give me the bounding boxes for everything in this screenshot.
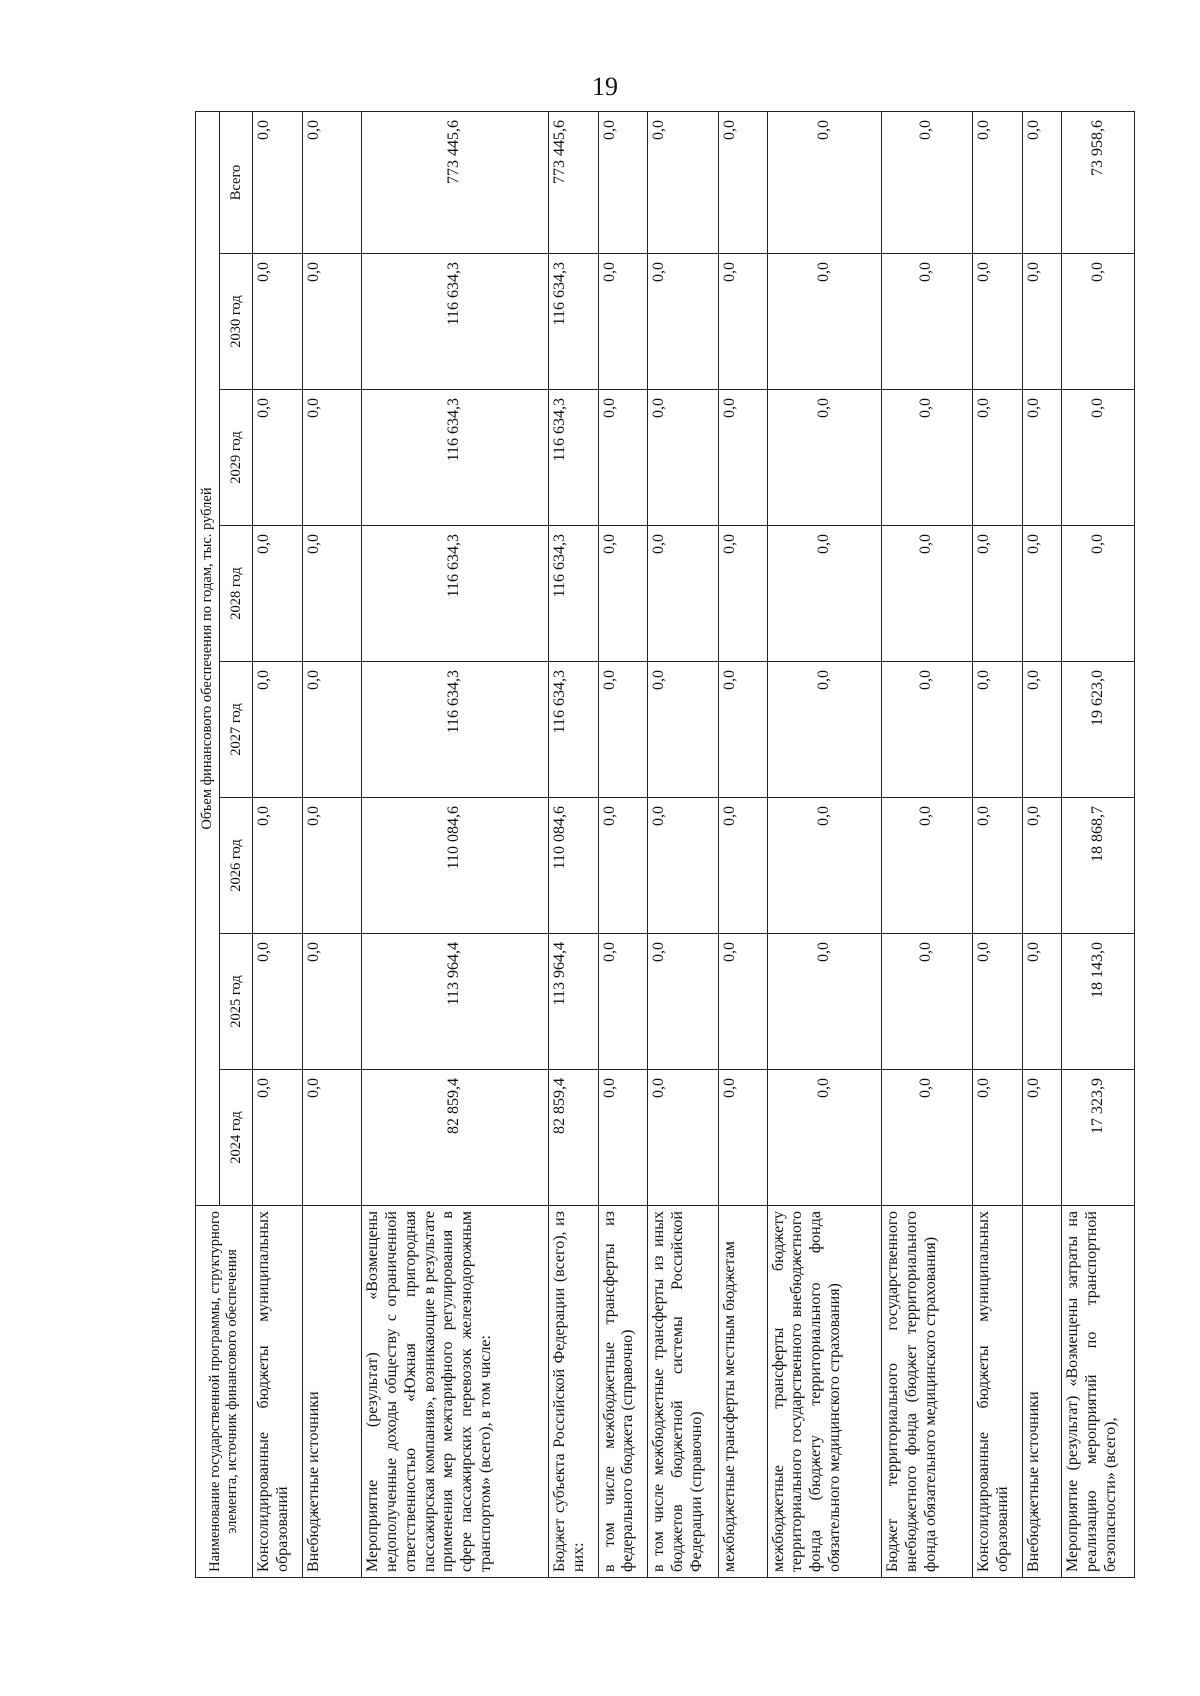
cell-value: 82 859,4 — [548, 1070, 598, 1206]
cell-value: 0,0 — [973, 798, 1023, 934]
cell-value: 116 634,3 — [548, 662, 598, 798]
cell-value: 0,0 — [973, 390, 1023, 526]
page-number: 19 — [592, 72, 618, 101]
cell-value: 0,0 — [253, 390, 303, 526]
table-row — [253, 111, 303, 1577]
row-name: межбюджетные трансферты бюджету территориального государственного внебюджетного фонда (бюджету территориального фонда обязательного медицинского страхования) — [767, 1206, 881, 1578]
cell-value: 0,0 — [767, 798, 881, 934]
cell-value: 0,0 — [648, 254, 719, 390]
column-header-2025: 2025 год — [220, 934, 253, 1070]
row-name: Бюджет территориального государственного внебюджетного фонда (бюджет территориального фонда обязательного медицинского страхования) — [881, 1206, 972, 1578]
cell-value: 0,0 — [718, 662, 767, 798]
table-row — [302, 111, 361, 1577]
cell-value: 0,0 — [1062, 390, 1135, 526]
column-header-2024: 2024 год — [220, 1070, 253, 1206]
cell-value: 0,0 — [598, 254, 648, 390]
column-header-2028: 2028 год — [220, 526, 253, 662]
row-name: в том числе межбюджетные трансферты из иных бюджетов бюджетной системы Российской Федерации (справочно) — [648, 1206, 719, 1578]
cell-value: 116 634,3 — [548, 254, 598, 390]
cell-value: 0,0 — [302, 254, 361, 390]
cell-value: 0,0 — [302, 526, 361, 662]
cell-value: 773 445,6 — [548, 111, 598, 253]
volume-header: Объем финансового обеспечения по годам, тыс. рублей — [196, 111, 220, 1205]
cell-value: 0,0 — [718, 934, 767, 1070]
cell-value: 0,0 — [881, 934, 972, 1070]
table-row — [548, 111, 598, 1577]
column-header-2026: 2026 год — [220, 798, 253, 934]
cell-value: 0,0 — [973, 111, 1023, 253]
cell-value: 0,0 — [598, 1070, 648, 1206]
row-name: Бюджет субъекта Российской Федерации (всего), из них: — [548, 1206, 598, 1578]
table-row — [1022, 111, 1061, 1577]
cell-value: 0,0 — [767, 526, 881, 662]
table-row — [718, 111, 767, 1577]
column-header-2029: 2029 год — [220, 390, 253, 526]
cell-value: 0,0 — [718, 798, 767, 934]
cell-value: 0,0 — [648, 526, 719, 662]
cell-value: 116 634,3 — [548, 526, 598, 662]
cell-value: 0,0 — [718, 111, 767, 253]
cell-value: 18 143,0 — [1062, 934, 1135, 1070]
table-row — [881, 111, 972, 1577]
cell-value: 0,0 — [598, 798, 648, 934]
cell-value: 110 084,6 — [548, 798, 598, 934]
cell-value: 0,0 — [1062, 254, 1135, 390]
cell-value: 0,0 — [881, 662, 972, 798]
table-row — [973, 111, 1023, 1577]
table-row — [648, 111, 719, 1577]
row-name: Мероприятие (результат) «Возмещены недополученные доходы обществу с ограниченной ответственностью «Южная пригородная пассажирская компания», возникающие в результате применения мер межтарифного регулирования в сфере пассажирских перевозок железнодорожным транспортом» (всего), в том числе: — [361, 1206, 548, 1578]
cell-value: 0,0 — [767, 111, 881, 253]
cell-value: 0,0 — [302, 390, 361, 526]
name-column-header: Наименование государственной программы, структурного элемента, источник финансового обеспечения — [196, 1206, 253, 1578]
cell-value: 0,0 — [718, 526, 767, 662]
cell-value: 113 964,4 — [361, 934, 548, 1070]
cell-value: 73 958,6 — [1062, 111, 1135, 253]
row-name: Консолидированные бюджеты муниципальных образований — [973, 1206, 1023, 1578]
cell-value: 0,0 — [648, 662, 719, 798]
cell-value: 0,0 — [302, 1070, 361, 1206]
financing-table — [195, 111, 1135, 1578]
cell-value: 0,0 — [767, 934, 881, 1070]
cell-value: 113 964,4 — [548, 934, 598, 1070]
cell-value: 0,0 — [1062, 526, 1135, 662]
cell-value: 0,0 — [302, 662, 361, 798]
cell-value: 0,0 — [302, 798, 361, 934]
cell-value: 0,0 — [767, 390, 881, 526]
cell-value: 116 634,3 — [361, 390, 548, 526]
cell-value: 0,0 — [598, 526, 648, 662]
cell-value: 0,0 — [973, 254, 1023, 390]
cell-value: 0,0 — [648, 798, 719, 934]
row-name: в том числе межбюджетные трансферты из федерального бюджета (справочно) — [598, 1206, 648, 1578]
cell-value: 0,0 — [881, 254, 972, 390]
cell-value: 0,0 — [1022, 662, 1061, 798]
cell-value: 0,0 — [253, 798, 303, 934]
cell-value: 0,0 — [253, 526, 303, 662]
row-name: межбюджетные трансферты местным бюджетам — [718, 1206, 767, 1578]
cell-value: 0,0 — [1022, 798, 1061, 934]
row-name: Мероприятие (результат) «Возмещены затраты на реализацию мероприятий по транспортной безопасности» (всего), — [1062, 1206, 1135, 1578]
cell-value: 773 445,6 — [361, 111, 548, 253]
cell-value: 0,0 — [648, 1070, 719, 1206]
column-header-total: Всего — [220, 111, 253, 253]
cell-value: 0,0 — [718, 254, 767, 390]
cell-value: 0,0 — [973, 1070, 1023, 1206]
cell-value: 0,0 — [881, 1070, 972, 1206]
cell-value: 0,0 — [973, 526, 1023, 662]
cell-value: 0,0 — [648, 111, 719, 253]
cell-value: 0,0 — [881, 111, 972, 253]
cell-value: 0,0 — [253, 934, 303, 1070]
cell-value: 116 634,3 — [361, 662, 548, 798]
cell-value: 0,0 — [1022, 934, 1061, 1070]
cell-value: 0,0 — [598, 934, 648, 1070]
cell-value: 0,0 — [302, 934, 361, 1070]
cell-value: 0,0 — [767, 1070, 881, 1206]
cell-value: 82 859,4 — [361, 1070, 548, 1206]
cell-value: 0,0 — [881, 526, 972, 662]
cell-value: 0,0 — [648, 390, 719, 526]
cell-value: 0,0 — [1022, 254, 1061, 390]
cell-value: 0,0 — [302, 111, 361, 253]
cell-value: 0,0 — [253, 662, 303, 798]
row-name: Внебюджетные источники — [302, 1206, 361, 1578]
cell-value: 0,0 — [598, 111, 648, 253]
table-row — [361, 111, 548, 1577]
table-row — [598, 111, 648, 1577]
cell-value: 17 323,9 — [1062, 1070, 1135, 1206]
cell-value: 0,0 — [1022, 526, 1061, 662]
cell-value: 116 634,3 — [548, 390, 598, 526]
cell-value: 0,0 — [253, 1070, 303, 1206]
cell-value: 19 623,0 — [1062, 662, 1135, 798]
cell-value: 116 634,3 — [361, 254, 548, 390]
cell-value: 0,0 — [767, 662, 881, 798]
cell-value: 0,0 — [253, 111, 303, 253]
table-row — [1062, 111, 1135, 1577]
cell-value: 116 634,3 — [361, 526, 548, 662]
cell-value: 0,0 — [881, 390, 972, 526]
column-header-2030: 2030 год — [220, 254, 253, 390]
cell-value: 0,0 — [253, 254, 303, 390]
column-header-2027: 2027 год — [220, 662, 253, 798]
cell-value: 0,0 — [1022, 1070, 1061, 1206]
row-name: Консолидированные бюджеты муниципальных образований — [253, 1206, 303, 1578]
cell-value: 0,0 — [1022, 390, 1061, 526]
cell-value: 0,0 — [598, 662, 648, 798]
cell-value: 0,0 — [718, 1070, 767, 1206]
cell-value: 0,0 — [767, 254, 881, 390]
row-name: Внебюджетные источники — [1022, 1206, 1061, 1578]
cell-value: 0,0 — [973, 934, 1023, 1070]
cell-value: 0,0 — [1022, 111, 1061, 253]
cell-value: 0,0 — [973, 662, 1023, 798]
cell-value: 110 084,6 — [361, 798, 548, 934]
table-row — [767, 111, 881, 1577]
cell-value: 18 868,7 — [1062, 798, 1135, 934]
cell-value: 0,0 — [598, 390, 648, 526]
cell-value: 0,0 — [648, 934, 719, 1070]
cell-value: 0,0 — [881, 798, 972, 934]
cell-value: 0,0 — [718, 390, 767, 526]
rotated-table-container — [195, 112, 1135, 1578]
